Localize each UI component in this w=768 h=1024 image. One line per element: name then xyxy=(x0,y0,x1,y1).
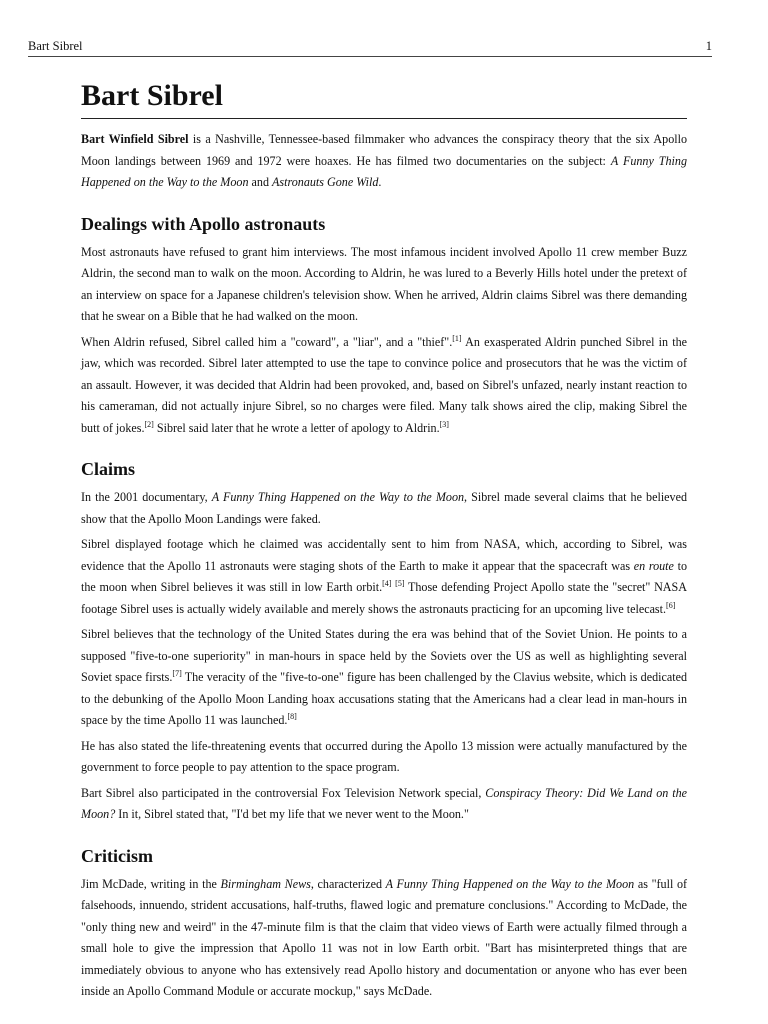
film-title: A Funny Thing Happened on the Way to the Moon xyxy=(211,490,465,504)
citation-ref[interactable]: [7] xyxy=(172,669,182,678)
section-heading-claims: Claims xyxy=(81,459,135,479)
emphasis: en route xyxy=(633,558,674,573)
publication-title: Birmingham News xyxy=(220,876,311,891)
citation-ref[interactable]: [6] xyxy=(666,600,676,610)
film-title: A Funny Thing Happened on the Way to the Moon xyxy=(81,153,688,189)
intro-paragraph: Bart Winfield Sibrel is a Nashville, Tennessee-based filmmaker who advances the conspiracy theory that the six Apollo Moon landings between 1969 and 1972 were hoaxes. He has filmed two documentaries on the subject: A Funny Thing Happened on the Way to the Moon and Astronauts Gone Wild. xyxy=(81,132,688,189)
section-heading-dealings: Dealings with Apollo astronauts xyxy=(81,213,326,234)
paragraph: He has also stated the life-threatening events that occurred during the Apollo 13 mission were actually manufactured by the government to force people to pay attention to the space program. xyxy=(81,738,687,774)
section-heading-criticism: Criticism xyxy=(81,845,153,866)
paragraph: In the 2001 documentary, A Funny Thing Happened on the Way to the Moon, Sibrel made several claims that he believed show that the Apollo Moon Landings were faked. xyxy=(81,490,688,526)
running-header xyxy=(28,38,712,54)
citation-ref[interactable]: [2] xyxy=(144,419,154,429)
film-title: Astronauts Gone Wild xyxy=(272,175,379,189)
citation-ref[interactable]: [3] xyxy=(439,419,449,429)
header-rule xyxy=(28,56,712,57)
paragraph: Sibrel displayed footage which he claimed was accidentally sent to him from NASA, which, according to Sibrel, was evidence that the Apollo 11 astronauts were staging shots of the Earth to make it appear that the spacecraft was en route to the moon when Sibrel believes it was still in low Earth orbit.[4] [5] Those defending Project Apollo state the "secret" NASA footage Sibrel uses is actually widely available and merely shows the astronauts practicing for an upcoming live telecast.[6] xyxy=(81,537,687,616)
article-title: Bart Sibrel xyxy=(81,78,687,119)
subject-name: Bart Winfield Sibrel xyxy=(81,132,189,146)
citation-ref[interactable]: [4] xyxy=(382,579,392,588)
film-title: A Funny Thing Happened on the Way to the Moon xyxy=(385,876,635,891)
article-body xyxy=(81,78,687,1007)
citation-ref[interactable]: [8] xyxy=(287,712,297,721)
running-header-title: Bart Sibrel xyxy=(28,39,83,53)
paragraph: Sibrel believes that the technology of the United States during the era was behind that of the Soviet Union. He points to a supposed "five-to-one superiority" in man-hours in space held by the Soviets over the US as well as highlighting several Soviet space firsts.[7] The veracity of the "five-to-one" figure has been challenged by the Clavius website, which is dedicated to the debunking of the Apollo Moon Landing hoax accusations stating that the Americans had a clear lead in man-hours in space by the time Apollo 11 was launched.[8] xyxy=(81,627,687,727)
page-number: 1 xyxy=(705,39,712,53)
program-title: Conspiracy Theory: Did We Land on the Moon? xyxy=(81,785,687,821)
paragraph: Most astronauts have refused to grant him interviews. The most infamous incident involved Apollo 11 crew member Buzz Aldrin, the second man to walk on the moon. According to Aldrin, he was lured to a Beverly Hills hotel under the pretext of an interview on space for a Japanese children's television show. When he arrived, Aldrin claims Sibrel was there demanding that he swear on a Bible that he had walked on the moon. xyxy=(81,244,687,323)
citation-ref[interactable]: [5] xyxy=(395,579,405,588)
paragraph: Bart Sibrel also participated in the controversial Fox Television Network special, Conspiracy Theory: Did We Land on the Moon? In it, Sibrel stated that, "I'd bet my life that we never went to the Moon." xyxy=(81,785,687,821)
citation-ref[interactable]: [1] xyxy=(452,333,462,343)
paragraph: Jim McDade, writing in the Birmingham News, characterized A Funny Thing Happened on the Way to the Moon as "full of falsehoods, innuendo, strident accusations, half-truths, flawed logic and premature conclusions." According to McDade, the "only thing new and weird" in the 47-minute film is that the claim that video views of Earth were actually filmed through a small hole to give the impression that Apollo 11 was not in low Earth orbit. "Bart has misinterpreted things that are immediately obvious to anyone who has extensively read Apollo history and documentation or anyone who has ever been inside an Apollo Command Module or accurate mockup," says McDade. xyxy=(81,876,688,998)
paragraph: When Aldrin refused, Sibrel called him a "coward", a "liar", and a "thief".[1] An exasperated Aldrin punched Sibrel in the jaw, which was recorded. Sibrel later attempted to use the tape to convince police and prosecutors that he was the victim of an assault. However, it was decided that Aldrin had been provoked, and, based on Sibrel's unfazed, nearly instant reaction to his cameraman, did not actually injure Sibrel, so no charges were filed. Many talk shows aired the clip, making Sibrel the butt of jokes.[2] Sibrel said later that he wrote a letter of apology to Aldrin.[3] xyxy=(81,333,687,435)
